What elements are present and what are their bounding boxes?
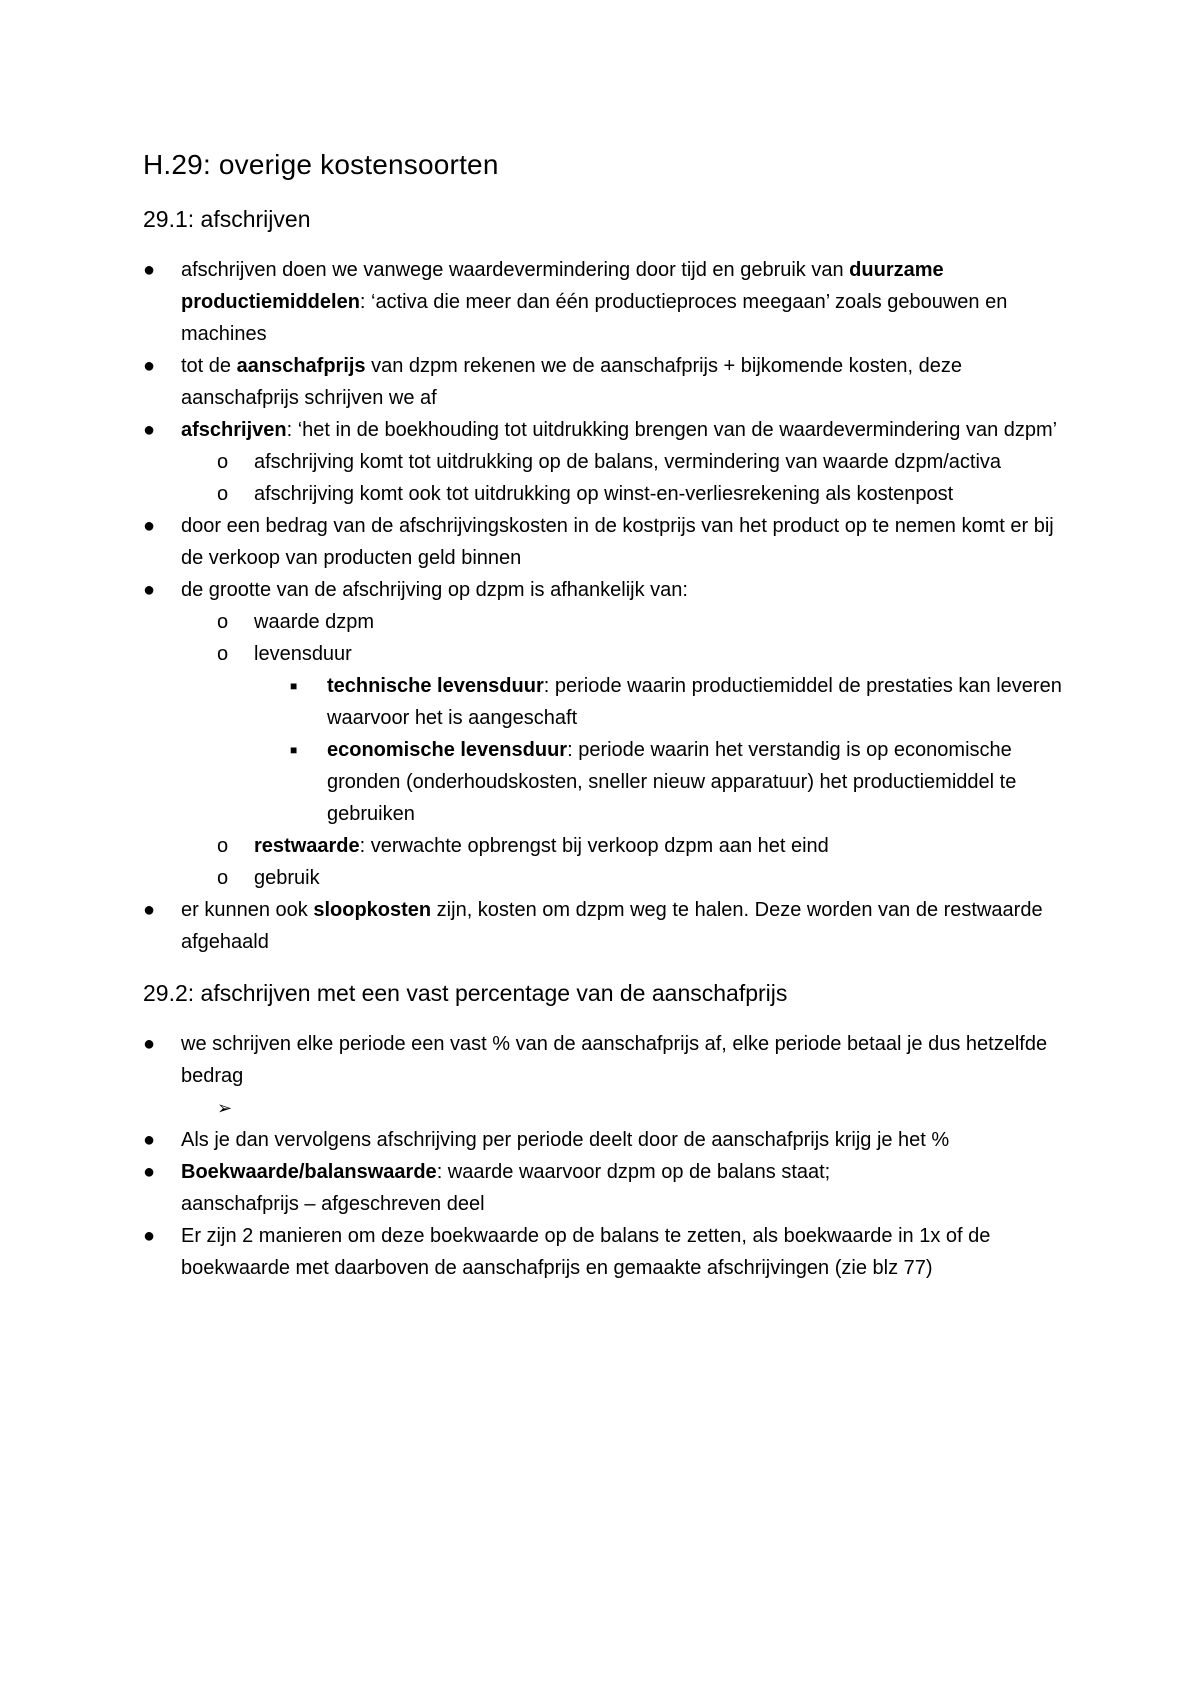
- page-title: H.29: overige kostensoorten: [143, 149, 499, 180]
- bullet-icon: ●: [143, 899, 156, 921]
- circle-bullet-icon: o: [217, 867, 229, 889]
- list-item: ● de grootte van de afschrijving op dzpm is afhankelijk van:: [143, 574, 1073, 606]
- document-content: [143, 148, 1073, 1284]
- list-item: ● tot de aanschafprijs van dzpm rekenen we de aanschafprijs + bijkomende kosten, deze aanschafprijs schrijven we af: [143, 350, 1073, 414]
- arrowhead-bullet-icon: ➢: [217, 1098, 233, 1118]
- section-29-1-list: [143, 254, 1073, 958]
- bullet-icon: ●: [143, 419, 156, 441]
- list-item: o afschrijving komt tot uitdrukking op de balans, vermindering van waarde dzpm/activa: [143, 446, 1073, 478]
- list-item: o waarde dzpm: [143, 606, 1073, 638]
- bullet-icon: ●: [143, 259, 156, 281]
- bullet-icon: ●: [143, 1129, 156, 1151]
- list-item: ● door een bedrag van de afschrijvingskosten in de kostprijs van het product op te nemen komt er bij de verkoop van producten geld binnen: [143, 510, 1073, 574]
- bullet-icon: ●: [143, 515, 156, 537]
- bullet-icon: ●: [143, 1225, 156, 1247]
- list-item-empty: [143, 1092, 1073, 1124]
- square-bullet-icon: ■: [290, 679, 298, 693]
- bullet-icon: ●: [143, 355, 156, 377]
- bullet-icon: ●: [143, 1161, 156, 1183]
- list-item: ● afschrijven doen we vanwege waardevermindering door tijd en gebruik van duurzame productiemiddelen: ‘activa die meer dan één productieproces meegaan’ zoals gebouwen en machines: [143, 254, 1073, 350]
- circle-bullet-icon: o: [217, 483, 229, 505]
- square-bullet-icon: ■: [290, 743, 298, 757]
- list-item: ● Als je dan vervolgens afschrijving per periode deelt door de aanschafprijs krijg je het %: [143, 1124, 1073, 1156]
- list-item: ● Boekwaarde/balanswaarde: waarde waarvoor dzpm op de balans staat; aanschafprijs – afgeschreven deel: [143, 1156, 1073, 1220]
- circle-bullet-icon: o: [217, 643, 229, 665]
- list-item: ● afschrijven: ‘het in de boekhouding tot uitdrukking brengen van de waardevermindering van dzpm’: [143, 414, 1073, 446]
- section-29-2-list: [143, 1028, 1073, 1284]
- circle-bullet-icon: o: [217, 611, 229, 633]
- bullet-icon: ●: [143, 1033, 156, 1055]
- list-item: o levensduur: [143, 638, 1073, 670]
- section-heading-29-1: 29.1: afschrijven: [143, 206, 311, 232]
- circle-bullet-icon: o: [217, 451, 229, 473]
- list-item: ● we schrijven elke periode een vast % van de aanschafprijs af, elke periode betaal je dus hetzelfde bedrag: [143, 1028, 1073, 1092]
- list-item: ■ economische levensduur: periode waarin het verstandig is op economische gronden (onderhoudskosten, sneller nieuw apparatuur) het productiemiddel te gebruiken: [143, 734, 1073, 830]
- bullet-icon: ●: [143, 579, 156, 601]
- list-item: o gebruik: [143, 862, 1073, 894]
- circle-bullet-icon: o: [217, 835, 229, 857]
- list-item: ● er kunnen ook sloopkosten zijn, kosten om dzpm weg te halen. Deze worden van de restwaarde afgehaald: [143, 894, 1073, 958]
- section-heading-29-2: 29.2: afschrijven met een vast percentage van de aanschafprijs: [143, 980, 788, 1006]
- list-item: ● Er zijn 2 manieren om deze boekwaarde op de balans te zetten, als boekwaarde in 1x of de boekwaarde met daarboven de aanschafprijs en gemaakte afschrijvingen (zie blz 77): [143, 1220, 1073, 1284]
- list-item: o restwaarde: verwachte opbrengst bij verkoop dzpm aan het eind: [143, 830, 1073, 862]
- list-item: ■ technische levensduur: periode waarin productiemiddel de prestaties kan leveren waarvoor het is aangeschaft: [143, 670, 1073, 734]
- list-item: o afschrijving komt ook tot uitdrukking op winst-en-verliesrekening als kostenpost: [143, 478, 1073, 510]
